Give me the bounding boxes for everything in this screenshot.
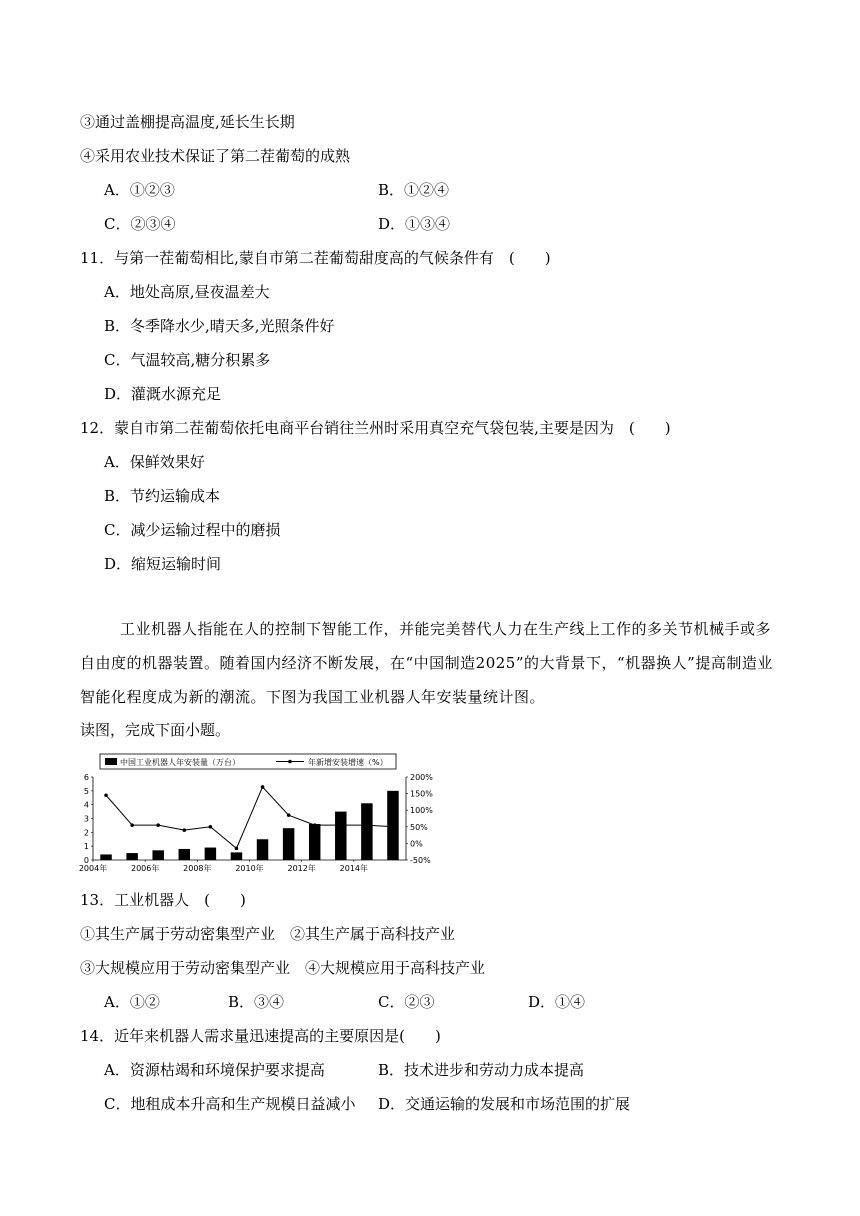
left-tick-label: 5 <box>83 786 89 796</box>
right-tick-label: 150% <box>410 789 433 799</box>
statement-4: ④采用农业技术保证了第二茬葡萄的成熟 <box>80 147 351 165</box>
q13-statements-2: ③大规模应用于劳动密集型产业 ④大规模应用于高科技产业 <box>80 959 486 977</box>
growth-point <box>261 785 265 789</box>
bar <box>257 839 268 860</box>
q14-option-b: B．技术进步和劳动力成本提高 <box>378 1061 585 1079</box>
question-13: 13．工业机器人 ( ) <box>80 891 246 909</box>
right-tick-label: -50% <box>410 856 431 865</box>
right-tick-label: 100% <box>410 806 433 816</box>
question-14: 14．近年来机器人需求量迅速提高的主要原因是( ) <box>80 1027 441 1045</box>
chart-axes <box>91 777 408 862</box>
passage-text: 工业机器人指能在人的控制下智能工作，并能完美替代人力在生产线上工作的多关节机械手或多自由度的机器装置。随着国内经济不断发展，在“中国制造2025”的大背景下，“机器换人”提高制造业智能化程度成为新的潮流。下图为我国工业机器人年安装量统计图。 <box>80 620 773 706</box>
right-tick-label: 50% <box>410 822 428 832</box>
growth-point <box>365 823 369 827</box>
growth-point <box>104 793 108 797</box>
q12-option-d: D．缩短运输时间 <box>104 555 222 573</box>
left-tick-label: 0 <box>83 856 89 865</box>
robot-installation-chart <box>78 752 463 874</box>
chart-legend <box>100 754 396 769</box>
bar <box>231 852 242 860</box>
q11-option-c: C．气温较高,糖分积累多 <box>104 351 271 369</box>
q11-option-b: B．冬季降水少,晴天多,光照条件好 <box>104 317 335 335</box>
growth-point <box>391 825 395 829</box>
growth-point <box>156 823 160 827</box>
q12-option-a: A．保鲜效果好 <box>104 453 205 471</box>
x-tick-label: 2008年 <box>183 864 212 873</box>
q13-option-a: A．①② <box>104 993 160 1011</box>
bar <box>205 848 216 860</box>
q10-option-a: A．①②③ <box>104 181 175 199</box>
q14-option-c: C．地租成本升高和生产规模日益减小 <box>104 1095 356 1113</box>
right-tick-label: 200% <box>410 773 433 782</box>
q13-option-d: D．①④ <box>528 993 586 1011</box>
x-tick-label: 2012年 <box>287 864 316 873</box>
q10-option-b: B．①②④ <box>378 181 450 199</box>
growth-line <box>106 787 393 848</box>
legend-bar-label: 中国工业机器人年安装量（万台） <box>120 758 240 767</box>
x-tick-label: 2014年 <box>339 864 369 873</box>
growth-point <box>182 828 186 832</box>
bar <box>309 824 320 860</box>
left-tick-label: 2 <box>83 828 89 838</box>
growth-point <box>313 823 317 827</box>
right-tick-label: 0% <box>410 839 423 849</box>
q13-statements-1: ①其生产属于劳动密集型产业 ②其生产属于高科技产业 <box>80 925 456 943</box>
q10-option-d: D．①③④ <box>378 215 451 233</box>
x-tick-label: 2006年 <box>130 864 160 873</box>
q11-option-d: D．灌溉水源充足 <box>104 385 222 403</box>
x-tick-label: 2004年 <box>78 864 108 873</box>
q10-option-c: C．②③④ <box>104 215 176 233</box>
q12-option-c: C．减少运输过程中的磨损 <box>104 521 281 539</box>
legend-bar-swatch <box>105 758 117 765</box>
growth-point <box>339 823 343 827</box>
line-series <box>104 785 395 850</box>
question-12: 12．蒙自市第二茬葡萄依托电商平台销往兰州时采用真空充气袋包装,主要是因为 ( ) <box>80 419 671 437</box>
q14-option-d: D．交通运输的发展和市场范围的扩展 <box>378 1095 631 1113</box>
q13-option-c: C．②③ <box>378 993 435 1011</box>
statement-3: ③通过盖棚提高温度,延长生长期 <box>80 113 295 131</box>
bar <box>335 812 346 860</box>
growth-point <box>287 813 291 817</box>
reading-passage <box>80 612 780 714</box>
q14-option-a: A．资源枯竭和环境保护要求提高 <box>104 1061 325 1079</box>
reading-prompt: 读图，完成下面小题。 <box>80 721 231 739</box>
left-tick-label: 6 <box>83 773 89 782</box>
q13-option-b: B．③④ <box>228 993 285 1011</box>
legend-line-label: 年新增安装增速（%） <box>308 758 388 767</box>
bar <box>283 828 294 860</box>
left-tick-label: 3 <box>83 814 89 824</box>
bar <box>152 850 163 860</box>
growth-point <box>235 847 239 851</box>
left-tick-label: 4 <box>83 800 89 810</box>
growth-point <box>130 823 134 827</box>
bar <box>100 854 111 860</box>
growth-point <box>209 825 213 829</box>
q11-option-a: A．地处高原,昼夜温差大 <box>104 283 270 301</box>
question-11: 11．与第一茬葡萄相比,蒙自市第二茬葡萄甜度高的气候条件有 ( ) <box>80 249 551 267</box>
x-tick-label: 2010年 <box>235 864 264 873</box>
bar <box>179 849 190 860</box>
legend-line-marker <box>288 760 292 764</box>
left-tick-label: 1 <box>83 842 89 852</box>
q12-option-b: B．节约运输成本 <box>104 487 221 505</box>
bar <box>126 853 137 860</box>
bar <box>361 803 372 860</box>
